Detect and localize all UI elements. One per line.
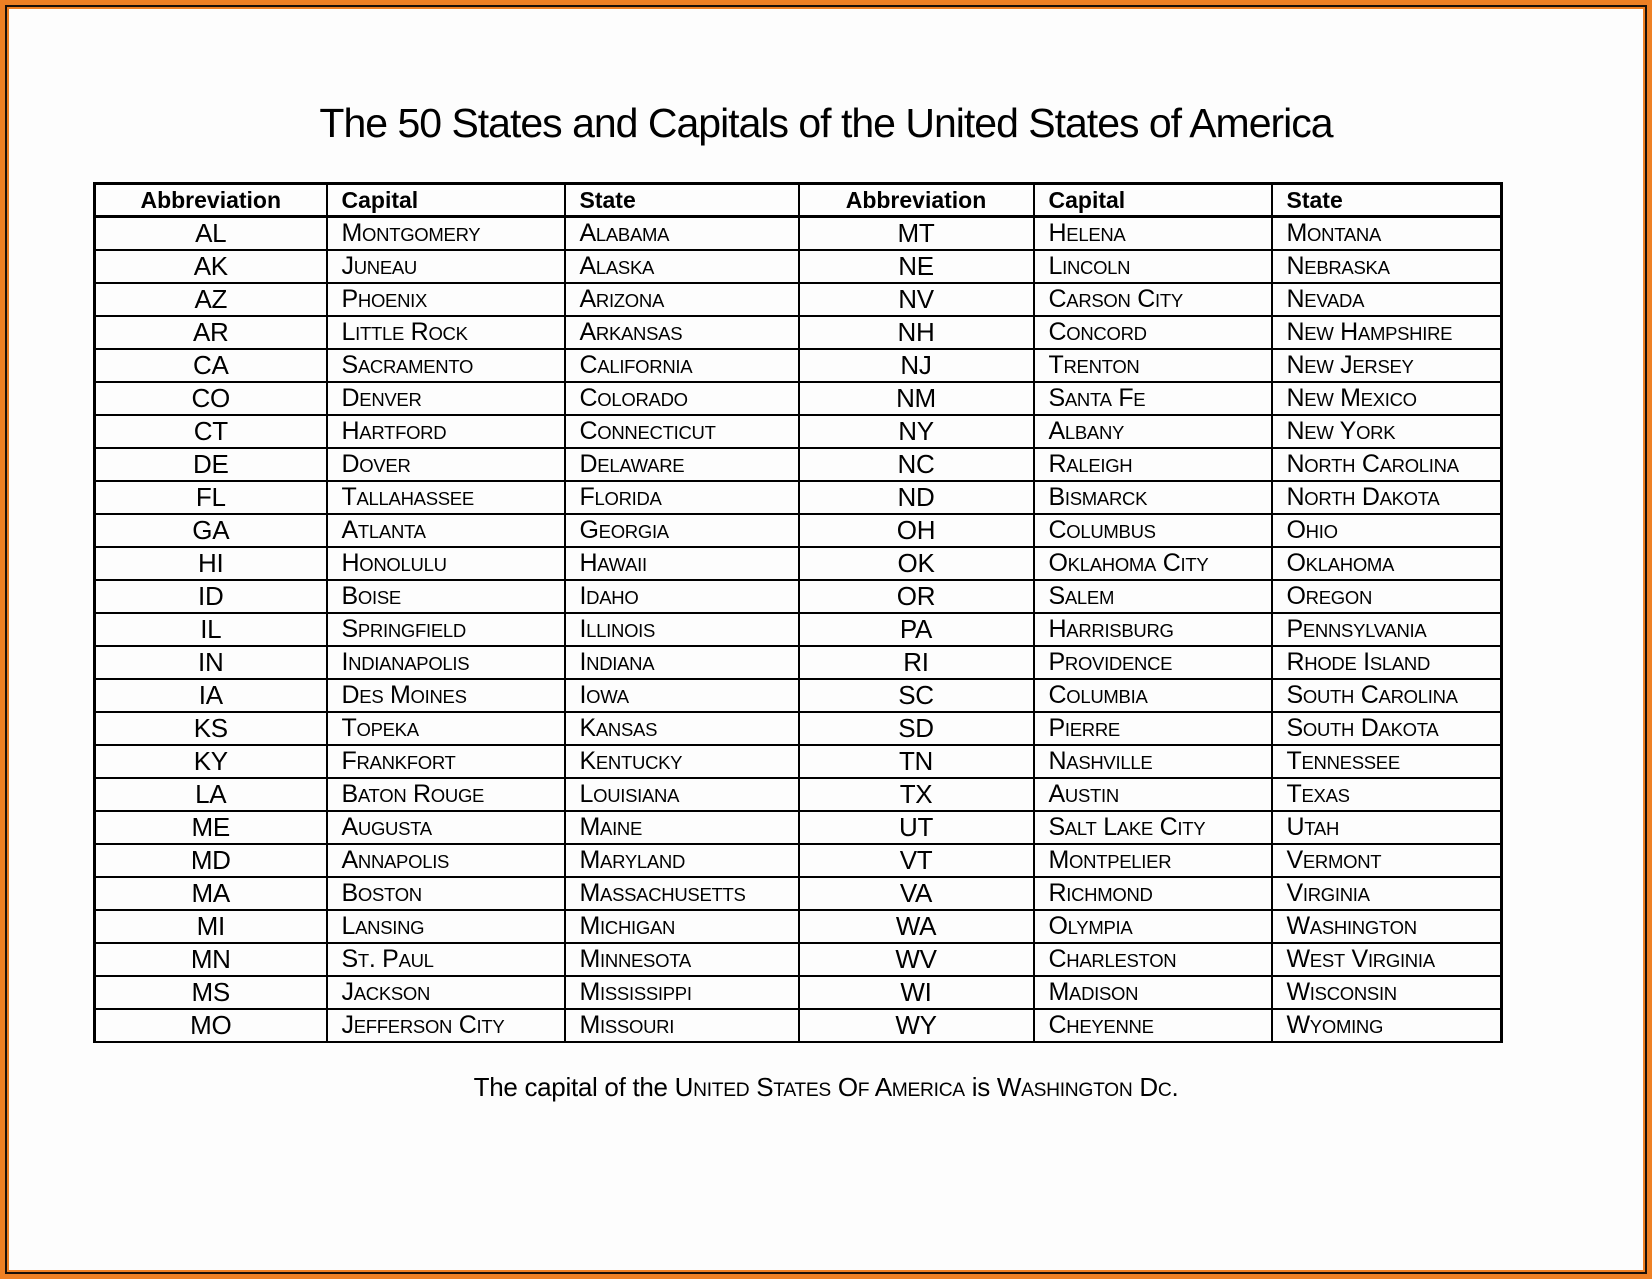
capital-cell: HELENA [1034, 217, 1272, 251]
abbr-cell: NV [799, 283, 1034, 316]
capital-cell: HARTFORD [327, 415, 565, 448]
table-row [95, 217, 1502, 251]
capital-cell: OKLAHOMA CITY [1034, 547, 1272, 580]
abbr-cell: IA [95, 679, 327, 712]
abbr-cell: MT [799, 217, 1034, 251]
table-row [95, 646, 1502, 679]
state-cell: RHODE ISLAND [1272, 646, 1502, 679]
abbr-cell: VT [799, 844, 1034, 877]
capital-cell: ALBANY [1034, 415, 1272, 448]
abbr-cell: LA [95, 778, 327, 811]
state-cell: NEW YORK [1272, 415, 1502, 448]
abbr-cell: KY [95, 745, 327, 778]
abbr-cell: SD [799, 712, 1034, 745]
state-cell: SOUTH DAKOTA [1272, 712, 1502, 745]
state-cell: MARYLAND [565, 844, 799, 877]
state-cell: MINNESOTA [565, 943, 799, 976]
capital-cell: CHEYENNE [1034, 1009, 1272, 1042]
state-cell: IDAHO [565, 580, 799, 613]
state-cell: SOUTH CAROLINA [1272, 679, 1502, 712]
state-cell: NEBRASKA [1272, 250, 1502, 283]
table-row [95, 811, 1502, 844]
footer-prefix-text: The capital of the [473, 1072, 675, 1102]
state-cell: IOWA [565, 679, 799, 712]
abbr-cell: CT [95, 415, 327, 448]
footer-note [0, 1072, 1652, 1103]
abbr-cell: WY [799, 1009, 1034, 1042]
table-row [95, 778, 1502, 811]
capital-cell: TALLAHASSEE [327, 481, 565, 514]
abbr-cell: SC [799, 679, 1034, 712]
footer-usa-text: UNITED STATES OF AMERICA [674, 1072, 965, 1102]
capital-cell: SPRINGFIELD [327, 613, 565, 646]
table-row [95, 547, 1502, 580]
abbr-cell: HI [95, 547, 327, 580]
abbr-cell: UT [799, 811, 1034, 844]
abbr-cell: MN [95, 943, 327, 976]
state-cell: MAINE [565, 811, 799, 844]
capital-cell: MADISON [1034, 976, 1272, 1009]
abbr-cell: IL [95, 613, 327, 646]
table-row [95, 481, 1502, 514]
state-cell: NEVADA [1272, 283, 1502, 316]
abbr-cell: OH [799, 514, 1034, 547]
state-cell: UTAH [1272, 811, 1502, 844]
capital-cell: PHOENIX [327, 283, 565, 316]
abbr-cell: MD [95, 844, 327, 877]
column-header-abbreviation-left: Abbreviation [95, 184, 327, 217]
capital-cell: AUGUSTA [327, 811, 565, 844]
state-cell: OREGON [1272, 580, 1502, 613]
abbr-cell: ME [95, 811, 327, 844]
capital-cell: JEFFERSON CITY [327, 1009, 565, 1042]
capital-cell: MONTPELIER [1034, 844, 1272, 877]
table-row [95, 844, 1502, 877]
capital-cell: JACKSON [327, 976, 565, 1009]
state-cell: MISSOURI [565, 1009, 799, 1042]
state-cell: COLORADO [565, 382, 799, 415]
capital-cell: CARSON CITY [1034, 283, 1272, 316]
state-cell: ARIZONA [565, 283, 799, 316]
table-row [95, 415, 1502, 448]
state-cell: CALIFORNIA [565, 349, 799, 382]
abbr-cell: NE [799, 250, 1034, 283]
capital-cell: SALEM [1034, 580, 1272, 613]
capital-cell: SALT LAKE CITY [1034, 811, 1272, 844]
capital-cell: ANNAPOLIS [327, 844, 565, 877]
capital-cell: TRENTON [1034, 349, 1272, 382]
capital-cell: SANTA FE [1034, 382, 1272, 415]
capital-cell: AUSTIN [1034, 778, 1272, 811]
state-cell: NEW JERSEY [1272, 349, 1502, 382]
state-cell: GEORGIA [565, 514, 799, 547]
table-row [95, 250, 1502, 283]
capital-cell: RICHMOND [1034, 877, 1272, 910]
state-cell: PENNSYLVANIA [1272, 613, 1502, 646]
abbr-cell: TX [799, 778, 1034, 811]
abbr-cell: AR [95, 316, 327, 349]
capital-cell: DOVER [327, 448, 565, 481]
abbr-cell: TN [799, 745, 1034, 778]
capital-cell: BOSTON [327, 877, 565, 910]
abbr-cell: MO [95, 1009, 327, 1042]
abbr-cell: NJ [799, 349, 1034, 382]
state-cell: WEST VIRGINIA [1272, 943, 1502, 976]
abbr-cell: NM [799, 382, 1034, 415]
table-row [95, 976, 1502, 1009]
state-cell: NEW HAMPSHIRE [1272, 316, 1502, 349]
states-capitals-table [93, 182, 1503, 1043]
abbr-cell: WV [799, 943, 1034, 976]
abbr-cell: WI [799, 976, 1034, 1009]
column-header-capital-right: Capital [1034, 184, 1272, 217]
table-header-row [95, 184, 1502, 217]
abbr-cell: ND [799, 481, 1034, 514]
table-row [95, 349, 1502, 382]
capital-cell: NASHVILLE [1034, 745, 1272, 778]
state-cell: KANSAS [565, 712, 799, 745]
state-cell: DELAWARE [565, 448, 799, 481]
table-row [95, 580, 1502, 613]
capital-cell: COLUMBUS [1034, 514, 1272, 547]
table-row [95, 448, 1502, 481]
state-cell: OKLAHOMA [1272, 547, 1502, 580]
capital-cell: DENVER [327, 382, 565, 415]
state-cell: MISSISSIPPI [565, 976, 799, 1009]
table-row [95, 910, 1502, 943]
state-cell: INDIANA [565, 646, 799, 679]
capital-cell: COLUMBIA [1034, 679, 1272, 712]
abbr-cell: VA [799, 877, 1034, 910]
state-cell: FLORIDA [565, 481, 799, 514]
state-cell: MONTANA [1272, 217, 1502, 251]
abbr-cell: GA [95, 514, 327, 547]
abbr-cell: ID [95, 580, 327, 613]
state-cell: VERMONT [1272, 844, 1502, 877]
state-cell: NEW MEXICO [1272, 382, 1502, 415]
capital-cell: LITTLE ROCK [327, 316, 565, 349]
abbr-cell: PA [799, 613, 1034, 646]
capital-cell: FRANKFORT [327, 745, 565, 778]
table-row [95, 679, 1502, 712]
capital-cell: MONTGOMERY [327, 217, 565, 251]
abbr-cell: CO [95, 382, 327, 415]
capital-cell: OLYMPIA [1034, 910, 1272, 943]
capital-cell: ATLANTA [327, 514, 565, 547]
abbr-cell: WA [799, 910, 1034, 943]
capital-cell: CHARLESTON [1034, 943, 1272, 976]
abbr-cell: CA [95, 349, 327, 382]
state-cell: NORTH CAROLINA [1272, 448, 1502, 481]
capital-cell: PROVIDENCE [1034, 646, 1272, 679]
state-cell: CONNECTICUT [565, 415, 799, 448]
column-header-abbreviation-right: Abbreviation [799, 184, 1034, 217]
capital-cell: BATON ROUGE [327, 778, 565, 811]
table-row [95, 943, 1502, 976]
state-cell: WYOMING [1272, 1009, 1502, 1042]
abbr-cell: AZ [95, 283, 327, 316]
state-cell: LOUISIANA [565, 778, 799, 811]
column-header-capital-left: Capital [327, 184, 565, 217]
state-cell: MASSACHUSETTS [565, 877, 799, 910]
abbr-cell: MS [95, 976, 327, 1009]
capital-cell: TOPEKA [327, 712, 565, 745]
capital-cell: RALEIGH [1034, 448, 1272, 481]
abbr-cell: KS [95, 712, 327, 745]
abbr-cell: MA [95, 877, 327, 910]
capital-cell: CONCORD [1034, 316, 1272, 349]
abbr-cell: OK [799, 547, 1034, 580]
table-row [95, 877, 1502, 910]
capital-cell: BISMARCK [1034, 481, 1272, 514]
state-cell: VIRGINIA [1272, 877, 1502, 910]
capital-cell: LANSING [327, 910, 565, 943]
abbr-cell: AK [95, 250, 327, 283]
state-cell: ALABAMA [565, 217, 799, 251]
page-title: The 50 States and Capitals of the United States of America [319, 100, 1333, 146]
table-row [95, 283, 1502, 316]
state-cell: KENTUCKY [565, 745, 799, 778]
capital-cell: SACRAMENTO [327, 349, 565, 382]
abbr-cell: NH [799, 316, 1034, 349]
table-row [95, 745, 1502, 778]
abbr-cell: FL [95, 481, 327, 514]
capital-cell: JUNEAU [327, 250, 565, 283]
capital-cell: ST. PAUL [327, 943, 565, 976]
state-cell: HAWAII [565, 547, 799, 580]
states-table-body [95, 217, 1502, 1043]
abbr-cell: NC [799, 448, 1034, 481]
abbr-cell: IN [95, 646, 327, 679]
state-cell: ALASKA [565, 250, 799, 283]
capital-cell: BOISE [327, 580, 565, 613]
state-cell: TEXAS [1272, 778, 1502, 811]
state-cell: WASHINGTON [1272, 910, 1502, 943]
state-cell: ILLINOIS [565, 613, 799, 646]
column-header-state-right: State [1272, 184, 1502, 217]
capital-cell: DES MOINES [327, 679, 565, 712]
abbr-cell: NY [799, 415, 1034, 448]
capital-cell: HARRISBURG [1034, 613, 1272, 646]
capital-cell: PIERRE [1034, 712, 1272, 745]
state-cell: TENNESSEE [1272, 745, 1502, 778]
capital-cell: INDIANAPOLIS [327, 646, 565, 679]
table-row [95, 712, 1502, 745]
state-cell: WISCONSIN [1272, 976, 1502, 1009]
abbr-cell: DE [95, 448, 327, 481]
abbr-cell: OR [799, 580, 1034, 613]
footer-capital-text: WASHINGTON DC. [996, 1072, 1179, 1102]
table-row [95, 316, 1502, 349]
state-cell: NORTH DAKOTA [1272, 481, 1502, 514]
footer-middle-text: is [964, 1072, 997, 1102]
column-header-state-left: State [565, 184, 799, 217]
state-cell: ARKANSAS [565, 316, 799, 349]
abbr-cell: MI [95, 910, 327, 943]
table-row [95, 382, 1502, 415]
state-cell: MICHIGAN [565, 910, 799, 943]
table-row [95, 613, 1502, 646]
abbr-cell: AL [95, 217, 327, 251]
abbr-cell: RI [799, 646, 1034, 679]
capital-cell: HONOLULU [327, 547, 565, 580]
capital-cell: LINCOLN [1034, 250, 1272, 283]
table-row [95, 514, 1502, 547]
table-row [95, 1009, 1502, 1042]
state-cell: OHIO [1272, 514, 1502, 547]
